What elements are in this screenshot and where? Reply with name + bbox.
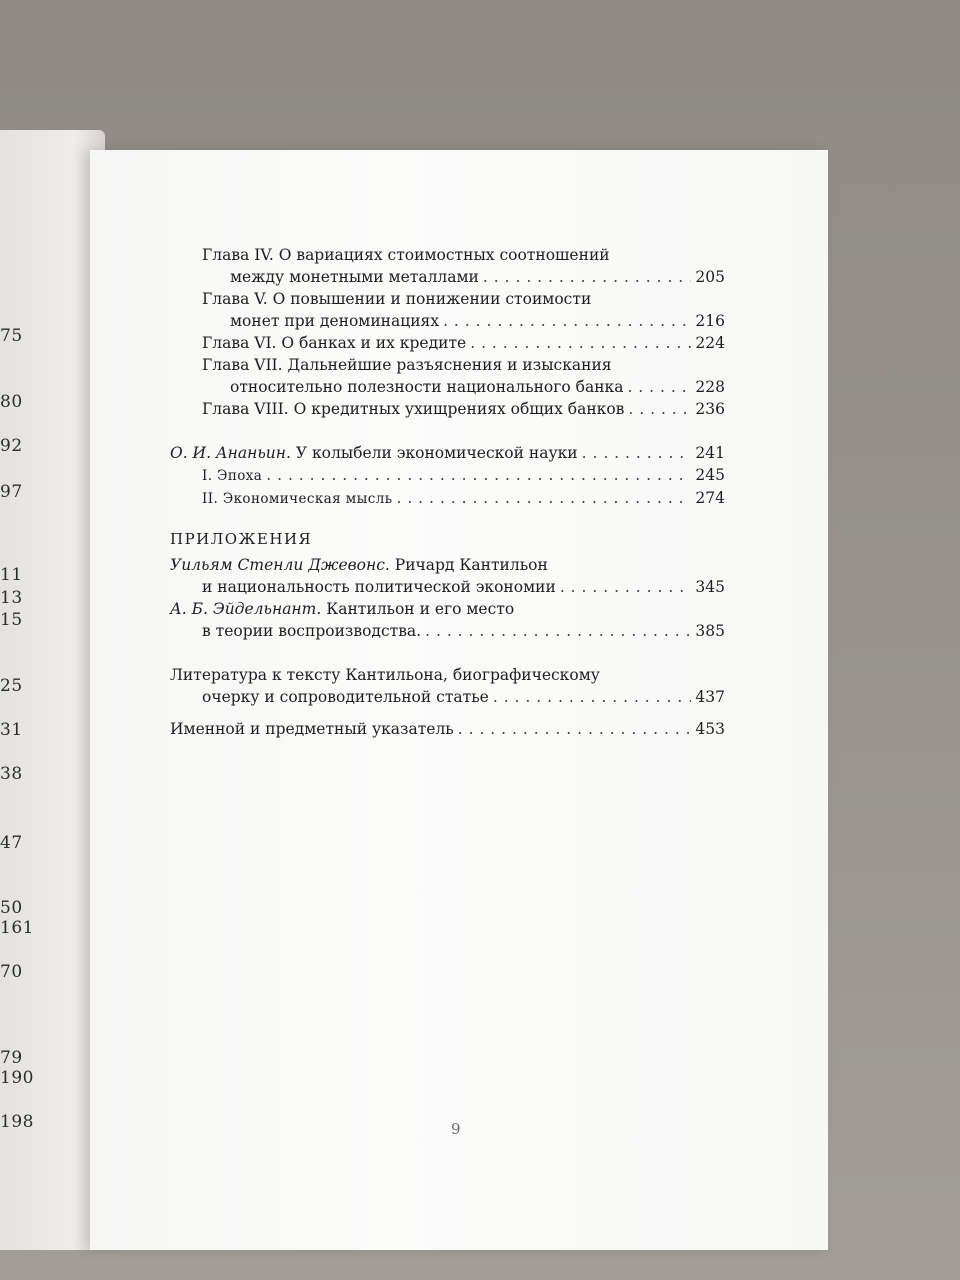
leader-dots: [266, 464, 691, 486]
toc-entry-eidelnant: [170, 598, 725, 642]
left-page-number: 75: [0, 326, 23, 346]
toc-entry-text: Глава VI. О банках и их кредите: [202, 334, 467, 352]
toc-entry-chapter-8: [170, 398, 725, 420]
toc-entry-text: между монетными металлами: [230, 268, 479, 286]
toc-entry-text: Ричард Кантильон: [394, 556, 548, 574]
leader-dots: [443, 310, 691, 332]
left-page-number: 161: [0, 918, 34, 938]
toc-entry-text: У колыбели экономической науки: [295, 444, 578, 462]
page-folio: 9: [451, 1120, 461, 1138]
table-of-contents: [170, 244, 725, 740]
toc-entry-text: очерку и сопроводительной статье: [202, 688, 489, 706]
toc-entry-text: Кантильон и его место: [326, 600, 515, 618]
toc-page-number: 274: [695, 489, 725, 507]
left-page-number: 47: [0, 833, 23, 853]
left-page-number: 38: [0, 764, 23, 784]
left-page-number: 80: [0, 392, 23, 412]
left-page-number: 50: [0, 898, 23, 918]
toc-page-number: 245: [695, 466, 725, 484]
toc-entry-text: Глава V. О повышении и понижении стоимости: [202, 290, 592, 308]
toc-entry-ananyin: [170, 442, 725, 510]
left-page-number: 198: [0, 1112, 34, 1132]
toc-page-number: 236: [695, 400, 725, 418]
toc-entry-text: Литература к тексту Кантильона, биографическому: [170, 666, 600, 684]
toc-page-number: 241: [695, 444, 725, 462]
toc-entry-text: Именной и предметный указатель: [170, 720, 454, 738]
leader-dots: [560, 576, 692, 598]
leader-dots: [483, 266, 692, 288]
toc-page-number: 345: [695, 578, 725, 596]
toc-page-number: 385: [695, 622, 725, 640]
leader-dots: [458, 718, 692, 740]
left-page-number: 25: [0, 676, 23, 696]
leader-dots: [470, 332, 691, 354]
leader-dots: [627, 376, 691, 398]
leader-dots: [582, 442, 692, 464]
toc-entry-index: [170, 718, 725, 740]
toc-page-number: 205: [695, 268, 725, 286]
toc-entry-chapter-5: [170, 288, 725, 332]
left-page-number: 190: [0, 1068, 34, 1088]
toc-page-number: 437: [695, 688, 725, 706]
leader-dots: [396, 487, 691, 509]
toc-entry-text: в теории воспроизводства.: [202, 622, 422, 640]
toc-page-number: 224: [695, 334, 725, 352]
toc-entry-chapter-7: [170, 354, 725, 398]
left-page-number: 11: [0, 565, 23, 585]
toc-entry-text: относительно полезности национального банка: [230, 378, 624, 396]
leader-dots: [425, 620, 691, 642]
appendix-heading: ПРИЛОЖЕНИЯ: [170, 530, 313, 548]
toc-entry-jevons: [170, 554, 725, 598]
toc-author: О. И. Ананьин.: [170, 444, 291, 462]
left-page-number: 13: [0, 588, 23, 608]
toc-entry-text: I. Эпоха: [202, 468, 263, 484]
toc-page-number: 216: [695, 312, 725, 330]
left-page-number: 15: [0, 610, 23, 630]
toc-entry-literature: [170, 664, 725, 708]
toc-author: Уильям Стенли Джевонс.: [170, 556, 390, 574]
left-page-number: 31: [0, 720, 23, 740]
toc-author: А. Б. Эйдельнант.: [170, 600, 322, 618]
left-page-number: 97: [0, 482, 23, 502]
toc-entry-text: Глава VIII. О кредитных ухищрениях общих банков: [202, 400, 625, 418]
toc-entry-text: II. Экономическая мысль: [202, 491, 393, 507]
leader-dots: [493, 686, 692, 708]
toc-entry-text: и национальность политической экономии: [202, 578, 556, 596]
toc-entry-text: монет при деноминациях: [230, 312, 440, 330]
toc-entry-text: Глава VII. Дальнейшие разъяснения и изыскания: [202, 356, 612, 374]
toc-entry-text: Глава IV. О вариациях стоимостных соотношений: [202, 246, 610, 264]
leader-dots: [628, 398, 691, 420]
toc-page-number: 228: [695, 378, 725, 396]
toc-page-number: 453: [695, 720, 725, 738]
left-page-number: 79: [0, 1048, 23, 1068]
toc-entry-chapter-4: [170, 244, 725, 288]
toc-entry-chapter-6: [170, 332, 725, 354]
left-page-number: 92: [0, 436, 23, 456]
left-page-number: 70: [0, 962, 23, 982]
